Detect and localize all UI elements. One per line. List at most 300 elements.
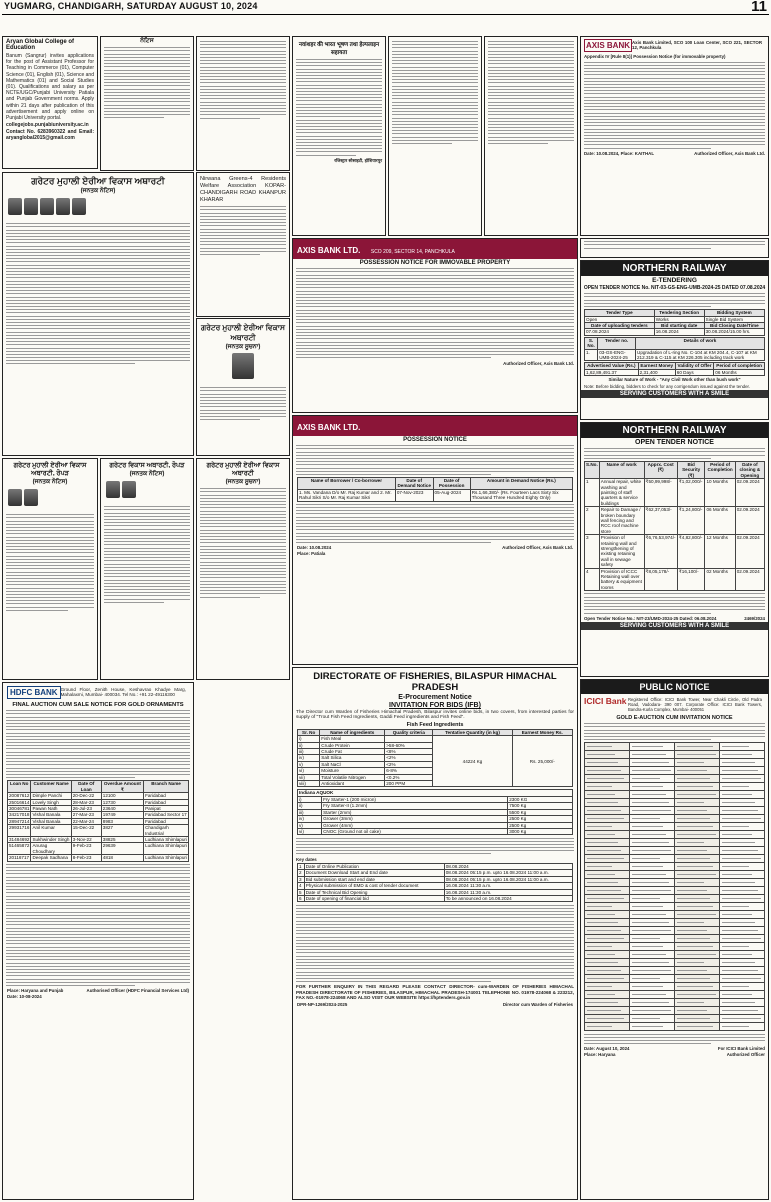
fisheries-dates-title: Key dates bbox=[296, 856, 317, 862]
text-line bbox=[632, 994, 666, 995]
text-line bbox=[632, 794, 666, 795]
axis-top-sign: Authorized Officer, Axis Bank Ltd. bbox=[694, 150, 765, 156]
text-lines bbox=[104, 47, 190, 118]
cell: 08.08.2024 05:15 p.m. upto 16.08.2024 11:00 a.m. bbox=[444, 870, 572, 876]
table-row bbox=[585, 535, 765, 568]
notice-small-1 bbox=[100, 36, 194, 171]
table-row bbox=[585, 903, 765, 911]
cell: Crude Fat bbox=[320, 749, 385, 755]
table-row bbox=[585, 863, 765, 871]
cell: 7500 Kg bbox=[508, 803, 573, 809]
table-row bbox=[585, 967, 765, 975]
text-line bbox=[722, 922, 755, 923]
text-line bbox=[722, 986, 749, 987]
cell bbox=[585, 839, 630, 847]
cell: ii) bbox=[298, 742, 320, 748]
punjabi-notice-col2 bbox=[196, 36, 290, 171]
column-header: Name of work bbox=[599, 461, 644, 478]
cell: Deepak Sadhana bbox=[31, 855, 71, 861]
cell: Single Bid System bbox=[704, 316, 764, 322]
text-line bbox=[677, 1018, 710, 1019]
table-header-row bbox=[8, 781, 189, 793]
table-row bbox=[585, 927, 765, 935]
cell bbox=[585, 871, 630, 879]
cell: 2,31,400 bbox=[638, 369, 675, 375]
table-row bbox=[585, 799, 765, 807]
cell bbox=[675, 871, 720, 879]
text-line bbox=[632, 986, 663, 987]
cell bbox=[720, 1007, 765, 1015]
cell: Panipat bbox=[144, 805, 189, 811]
text-line bbox=[587, 826, 612, 827]
cell bbox=[720, 991, 765, 999]
cell bbox=[585, 879, 630, 887]
cell bbox=[720, 759, 765, 767]
text-lines bbox=[296, 268, 574, 358]
column-header: Bid Closing Date/Time bbox=[704, 322, 764, 328]
cell bbox=[720, 863, 765, 871]
table-row bbox=[585, 943, 765, 951]
text-line bbox=[632, 954, 666, 955]
text-lines bbox=[200, 387, 286, 420]
text-line bbox=[722, 786, 749, 787]
cell: 31484692 bbox=[9, 836, 30, 842]
table-header-row bbox=[298, 478, 573, 490]
cell: 1. bbox=[585, 349, 598, 361]
text-line bbox=[632, 1018, 660, 1019]
cell bbox=[675, 927, 720, 935]
cell bbox=[720, 951, 765, 959]
cell bbox=[630, 967, 675, 975]
cell bbox=[585, 783, 630, 791]
cell bbox=[630, 927, 675, 935]
cell: 2 bbox=[298, 870, 305, 876]
text-line bbox=[587, 850, 621, 851]
table-row bbox=[585, 911, 765, 919]
cell: Faridabad bbox=[144, 799, 189, 805]
cell bbox=[675, 831, 720, 839]
text-line bbox=[722, 778, 761, 779]
table-row bbox=[585, 983, 765, 991]
cell: Works bbox=[654, 316, 704, 322]
cell: 8-Feb-23 bbox=[71, 855, 101, 861]
fisheries-ref: DPR-NP-1269/2024-2025 bbox=[297, 1001, 348, 1007]
cell bbox=[720, 935, 765, 943]
text-line bbox=[677, 898, 710, 899]
cell: 4 bbox=[585, 568, 600, 591]
table-row bbox=[585, 369, 765, 375]
gmada-title: ਗਰੇਟਰ ਮੁਹਾਲੀ ਏਰੀਆ ਵਿਕਾਸ ਅਥਾਰਟੀ bbox=[31, 176, 165, 186]
cell: 27-Mar-23 bbox=[71, 812, 101, 818]
cell: Fry Starter-1 (200 micron) bbox=[322, 796, 508, 802]
icici-sign: For ICICI Bank Limited bbox=[717, 1046, 765, 1052]
text-line bbox=[632, 866, 663, 867]
cell: Ludhiana Shimlapuri bbox=[145, 836, 187, 842]
icici-list-grid bbox=[584, 742, 765, 1031]
photo bbox=[56, 198, 70, 215]
cell: 02.09.2024 bbox=[735, 507, 764, 535]
column-header: Bid starting date bbox=[654, 322, 704, 328]
cell: 29639 bbox=[101, 843, 143, 855]
rail2-ref-row bbox=[584, 616, 765, 621]
cell: ₹4,82,800/- bbox=[677, 535, 705, 568]
cell bbox=[720, 751, 765, 759]
cell bbox=[585, 799, 630, 807]
page-header-title: YUGMARG, CHANDIGARH, SATURDAY AUGUST 10, 2024 bbox=[4, 1, 258, 11]
column-header: Branch Name bbox=[144, 781, 189, 793]
axis1-head bbox=[293, 239, 577, 259]
cell bbox=[675, 887, 720, 895]
nirwana-text: Nirwana Greens-4 Residents Welfare Association KOPAR-CHANDIGARH ROAD KHANPUR KHARAR bbox=[200, 176, 286, 203]
text-line bbox=[722, 898, 761, 899]
text-line bbox=[587, 786, 612, 787]
cell bbox=[585, 919, 630, 927]
text-line bbox=[677, 754, 716, 755]
column-header: Date of closing & Opening bbox=[735, 461, 764, 478]
fisheries-feed-title: Fish Feed Ingredients bbox=[406, 721, 464, 728]
photo bbox=[8, 198, 22, 215]
column-header: Amount in Demand Notice (Rs.) bbox=[470, 478, 572, 490]
cell: Moisture bbox=[320, 768, 385, 774]
fisheries-dates-table bbox=[297, 863, 573, 902]
axis-possession-notice-1 bbox=[292, 238, 578, 413]
hdfc-footer bbox=[7, 988, 189, 999]
cell bbox=[585, 975, 630, 983]
text-line bbox=[587, 954, 615, 955]
text-line bbox=[632, 1026, 663, 1027]
aryan-link[interactable]: collegejobs.punjabiuniversity.ac.in bbox=[6, 122, 89, 129]
text-line bbox=[722, 746, 749, 747]
cell bbox=[630, 951, 675, 959]
cell bbox=[630, 831, 675, 839]
cell: 02.09.2024 bbox=[735, 535, 764, 568]
cell bbox=[630, 879, 675, 887]
text-line bbox=[587, 946, 612, 947]
text-lines bbox=[296, 59, 382, 156]
cell: Ludhiana Shimlapuri bbox=[144, 843, 189, 855]
table-row bbox=[585, 1007, 765, 1015]
cell bbox=[675, 959, 720, 967]
cell: 1 bbox=[298, 864, 305, 870]
text-line bbox=[722, 938, 761, 939]
text-line bbox=[587, 930, 621, 931]
page-number: 11 bbox=[751, 0, 767, 15]
cell bbox=[630, 1023, 675, 1031]
text-line bbox=[722, 866, 749, 867]
cell bbox=[675, 823, 720, 831]
text-line bbox=[677, 962, 704, 963]
text-line bbox=[632, 858, 660, 859]
text-line bbox=[632, 754, 666, 755]
cell bbox=[585, 911, 630, 919]
cell: 08.08.2024 bbox=[444, 864, 572, 870]
text-line bbox=[587, 762, 618, 763]
aryan-college-ad bbox=[2, 36, 98, 169]
cell: To be announced on 16.08.2024 bbox=[444, 896, 572, 902]
cell bbox=[630, 791, 675, 799]
cell: 30.08.2024/15.00 hrs. bbox=[704, 329, 764, 335]
cell bbox=[675, 767, 720, 775]
cell bbox=[675, 943, 720, 951]
table-header-row bbox=[585, 337, 765, 349]
gmada4-title: ਗਰੇਟਰ ਮੁਹਾਲੀ ਏਰੀਆ ਵਿਕਾਸ ਅਥਾਰਟੀ bbox=[206, 462, 280, 477]
fisheries-sub2: INVITATION FOR BIDS (IFB) bbox=[389, 702, 481, 709]
cell: ₹50,99,998/- bbox=[644, 479, 677, 507]
photo bbox=[24, 489, 38, 506]
column-header: Overdue Amount ₹ bbox=[101, 781, 143, 793]
icici-officer: Authorized Officer bbox=[726, 1051, 765, 1057]
cell bbox=[585, 903, 630, 911]
table-body bbox=[298, 864, 573, 902]
gmada3-sub: (ਜਨਤਕ ਸੂਚਨਾ) bbox=[225, 344, 261, 350]
gmada-notice-3 bbox=[100, 458, 194, 680]
cell: 44224 Kg bbox=[433, 736, 512, 787]
cell: Sukhwinder Singh bbox=[32, 836, 70, 842]
cell bbox=[675, 743, 720, 751]
cell bbox=[630, 799, 675, 807]
icici-head bbox=[584, 696, 765, 713]
cell bbox=[630, 895, 675, 903]
cell bbox=[630, 935, 675, 943]
text-line bbox=[722, 978, 761, 979]
text-line bbox=[632, 850, 671, 851]
column-header: Date Of Loan bbox=[71, 781, 101, 793]
text-line bbox=[677, 1026, 713, 1027]
text-line bbox=[722, 794, 752, 795]
text-line bbox=[632, 770, 671, 771]
cell bbox=[675, 1007, 720, 1015]
cell: 06 Months bbox=[714, 369, 765, 375]
cell: 3827 bbox=[101, 825, 143, 837]
icici-list-table bbox=[584, 742, 765, 1031]
rail2-ref: 2469/2024 bbox=[744, 615, 765, 621]
cell bbox=[630, 999, 675, 1007]
cell: Crude Protein bbox=[320, 742, 385, 748]
notice-title: ਨੋਟਿਸ bbox=[140, 38, 154, 44]
table-row bbox=[585, 895, 765, 903]
table-row bbox=[585, 847, 765, 855]
cell: 4 bbox=[298, 883, 305, 889]
table-row bbox=[585, 823, 765, 831]
cell bbox=[675, 951, 720, 959]
cell bbox=[630, 943, 675, 951]
cell: Repair to Damage / broken boundary wall fencing and RCC roof machine store bbox=[599, 507, 644, 535]
column-header: Quality criteria bbox=[385, 729, 433, 735]
cell: 03-GS-ENG-UMB-2024-25 bbox=[598, 349, 636, 361]
cell: 07.08.2024 bbox=[585, 329, 655, 335]
text-line bbox=[587, 858, 624, 859]
cell bbox=[720, 895, 765, 903]
cell bbox=[585, 751, 630, 759]
column-header: Bidding System bbox=[704, 310, 764, 316]
cell bbox=[675, 903, 720, 911]
text-line bbox=[677, 994, 716, 995]
text-line bbox=[587, 906, 612, 907]
cell: 07-Nov-2023 bbox=[395, 489, 433, 501]
cell bbox=[720, 847, 765, 855]
cell bbox=[720, 815, 765, 823]
table-body bbox=[8, 793, 189, 861]
table-row bbox=[585, 855, 765, 863]
cell: Grower (3mm) bbox=[322, 816, 508, 822]
table-body bbox=[298, 790, 573, 835]
cell: 38825 bbox=[101, 836, 143, 842]
cell: vi) bbox=[298, 828, 322, 834]
cell bbox=[585, 791, 630, 799]
column-header: Tendering Section bbox=[654, 310, 704, 316]
cell bbox=[675, 839, 720, 847]
text-line bbox=[632, 906, 663, 907]
cell: 6-8% bbox=[385, 768, 433, 774]
text-line bbox=[587, 1010, 621, 1011]
pub1-title: ਗਰੇਟਰ ਮੁਹਾਲੀ ਏਰੀਆ ਵਿਕਾਸ ਅਥਾਰਟੀ, ਰੋਪੜ bbox=[13, 462, 87, 477]
cell bbox=[720, 743, 765, 751]
cell bbox=[720, 983, 765, 991]
text-line bbox=[677, 978, 710, 979]
cell bbox=[585, 823, 630, 831]
text-line bbox=[722, 914, 752, 915]
icici-title: GOLD E-AUCTION CUM INVITATION NOTICE bbox=[616, 715, 733, 721]
text-lines bbox=[104, 506, 190, 603]
cell: Antioxidant bbox=[320, 781, 385, 787]
cell bbox=[630, 911, 675, 919]
hdfc-address: Ground Floor, Zenith House, Keshavrao Khadye Marg, Mahalaxmi, Mumbai- 400034. Tel No.: +91 22-49116300 bbox=[60, 687, 186, 698]
text-line bbox=[632, 746, 663, 747]
text-line bbox=[587, 970, 621, 971]
railway-open-tender bbox=[580, 422, 769, 677]
cell: 2500 Kg bbox=[508, 822, 573, 828]
text-line bbox=[722, 954, 752, 955]
photo-row bbox=[105, 480, 189, 504]
cell: 12730 bbox=[101, 799, 143, 805]
text-lines bbox=[200, 488, 286, 597]
cell: 19749 bbox=[101, 812, 143, 818]
cell bbox=[585, 951, 630, 959]
cell bbox=[630, 863, 675, 871]
cell bbox=[585, 743, 630, 751]
axis-possession-notice-2 bbox=[292, 415, 578, 665]
cell: 3000 Kg bbox=[508, 828, 573, 834]
column-header: Name of Borrower / Co-borrower bbox=[298, 478, 396, 490]
text-line bbox=[677, 810, 707, 811]
column-header: Tender no. bbox=[598, 337, 636, 349]
hdfc-auction-notice bbox=[2, 682, 194, 1200]
cell bbox=[675, 855, 720, 863]
cell: ₹62,37,053/- bbox=[644, 507, 677, 535]
text-line bbox=[632, 970, 671, 971]
aryan-title: Aryan Global College of Education bbox=[6, 39, 75, 51]
cell bbox=[720, 823, 765, 831]
rail1-similar: Similar Nature of Work - "Any Civil Work other than bush work" bbox=[608, 377, 741, 383]
cell bbox=[720, 903, 765, 911]
fisheries-table-wrap bbox=[297, 729, 573, 788]
cell bbox=[585, 887, 630, 895]
text-line bbox=[632, 778, 660, 779]
text-line bbox=[632, 786, 663, 787]
text-line bbox=[632, 810, 671, 811]
rail1-note: Note: Before bidding, bidders to check for any corrigendum issued against the tender. bbox=[584, 383, 750, 389]
column-header: Sr. No bbox=[298, 729, 320, 735]
column-header: Details of work bbox=[636, 337, 765, 349]
axis1-sign: Authorized Officer, Axis Bank Ltd. bbox=[503, 360, 574, 366]
text-line bbox=[677, 922, 704, 923]
cell: Provision of retaining wall and strengthening of existing retaining wall in sewage safety bbox=[599, 535, 644, 568]
cell bbox=[675, 751, 720, 759]
pub2-sub: (ਜਨਤਕ ਨੋਟਿਸ) bbox=[129, 471, 165, 477]
text-line bbox=[632, 978, 660, 979]
text-line bbox=[677, 946, 713, 947]
icici-date: Date: August 10, 2024 bbox=[584, 1046, 630, 1052]
axis2-footer bbox=[297, 545, 573, 556]
fisheries-sign-row bbox=[297, 1002, 573, 1007]
cell bbox=[630, 759, 675, 767]
table-row bbox=[8, 843, 189, 855]
column-header: Period of Completion bbox=[705, 461, 735, 478]
cell: 1. Ms. Vandana D/o Mr. Raj Kumar and 2. Mr. Rahul Sikri S/o Mr. Raj Kumar Sikri bbox=[298, 489, 396, 501]
cell: 20087612 bbox=[9, 793, 30, 799]
text-line bbox=[632, 914, 666, 915]
cell bbox=[720, 975, 765, 983]
cell: 4818 bbox=[101, 855, 143, 861]
cell bbox=[630, 775, 675, 783]
nirwana-notice bbox=[196, 172, 290, 317]
cell: Rs. 25,000/- bbox=[512, 736, 572, 787]
cell: 9-Feb-23 bbox=[71, 843, 101, 855]
table-header-row bbox=[585, 461, 765, 478]
photo-row bbox=[197, 352, 289, 385]
rail1-title: OPEN TENDER NOTICE No. NIT-03-GS-ENG-UMB-2024-25 DATED 07.08.2024 bbox=[583, 285, 766, 291]
photo bbox=[232, 353, 254, 379]
text-line bbox=[677, 882, 704, 883]
column-header: Tentative Quantity (in kg) bbox=[433, 729, 512, 735]
cell bbox=[630, 1007, 675, 1015]
cell bbox=[675, 791, 720, 799]
cell bbox=[585, 815, 630, 823]
text-line bbox=[677, 954, 716, 955]
column-header: S.No. bbox=[585, 461, 600, 478]
cell: 8983 bbox=[101, 818, 143, 824]
hindi-sign: रजिस्ट्रार सोसाइटी, होशियारपुर bbox=[334, 157, 382, 163]
table-row bbox=[585, 831, 765, 839]
hdfc-logo: HDFC BANK bbox=[7, 686, 61, 699]
cell: Vishal Banala bbox=[31, 818, 71, 824]
text-line bbox=[677, 858, 710, 859]
table-row bbox=[585, 791, 765, 799]
cell: vii) bbox=[298, 774, 320, 780]
cell: 2300 KG bbox=[508, 796, 573, 802]
cell: 16.08.2024 bbox=[654, 329, 704, 335]
pub2-title: ਗਰੇਟਰ ਵਿਕਾਸ ਅਥਾਰਟੀ, ਰੋਪੜ bbox=[109, 462, 185, 469]
hdfc-table-wrap bbox=[7, 780, 189, 861]
text-line bbox=[677, 802, 704, 803]
column-header: Name of ingredients bbox=[320, 729, 385, 735]
cell: 29931716 bbox=[8, 825, 31, 837]
photo bbox=[106, 481, 120, 498]
cell bbox=[630, 751, 675, 759]
axis2-table bbox=[297, 477, 573, 502]
text-line bbox=[677, 818, 710, 819]
cell: i) bbox=[298, 736, 320, 742]
text-line bbox=[722, 826, 749, 827]
text-lines bbox=[584, 293, 765, 307]
aryan-contact: Contact No. 6283960322 and Email: aryanglobal2015@gmail.com bbox=[6, 129, 94, 142]
cell bbox=[630, 975, 675, 983]
text-line bbox=[677, 930, 707, 931]
cell bbox=[675, 999, 720, 1007]
rail2-table-wrap bbox=[584, 461, 765, 591]
cell: Date of Technical Bid Opening bbox=[304, 889, 444, 895]
hdfc-table bbox=[7, 780, 189, 861]
